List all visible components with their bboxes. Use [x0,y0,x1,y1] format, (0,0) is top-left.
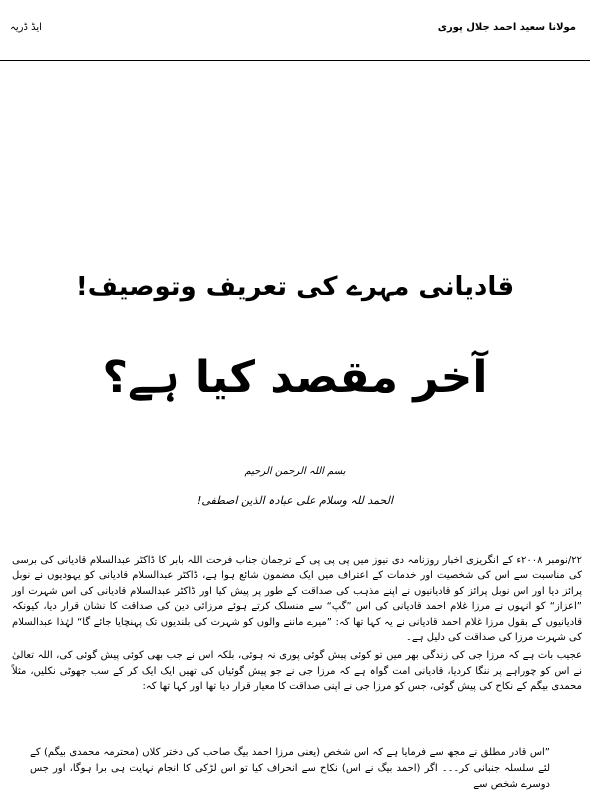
body-paragraph-1: ۲۲/نومبر ۲۰۰۸ء کے انگریزی اخبار روزنامہ دی نیوز میں پی پی پی کے ترجمان جناب فرحت اللہ بابر کا ڈاکٹر عبدالسلام قادیانی کی برسی کی مناسبت سے اس کی شخصیت اور خدمات کے اعتراف میں ایک مضمون شائع ہوا ہے، ڈاکٹر عبدالسلام قادیانی کو یہودیوں نے نوبل پرائز دیا اور اس نوبل پرائز کو قادیانیوں نے اپنے مذہب کی صداقت کے طور پر پیش کیا اور ڈاکٹر عبدالسلام قادیانی کی اس شہرت اور ”اعزاز“ کو انہوں نے مرزا غلام احمد قادیانی کی اس ”گپ“ سے منسلک کرتے ہوئے مرزائی دین کی صداقت کا نشان قرار دیا، کیونکہ قادیانیوں کے بقول مرزا غلام احمد قادیانی نے یہ کہا تھا کہ: ”میرے ماننے والوں کو شہرت کی بلندیوں تک پہنچایا جائے گا“ لہٰذا عبدالسلام کی شہرت مرزا کی صداقت کی دلیل ہے۔ [12,555,582,644]
article-headline: قادیانی مہرے کی تعریف وتوصیف! [75,272,515,302]
header-divider [0,60,590,61]
header-left-label: ایڈ ڈریہ [10,22,42,33]
article-subheadline: آخر مقصد کیا ہے؟ [102,352,488,403]
bismillah-line: بسم اللہ الرحمن الرحیم [244,466,346,477]
invocation-line: الحمد للہ وسلام علی عبادہ الذین اصطفی! [196,494,394,507]
article-body [12,553,582,695]
body-paragraph-2: عجیب بات ہے کہ مرزا جی کی زندگی بھر میں تو کوئی پیش گوئی پوری نہ ہوئی، بلکہ اس نے جب بھی کوئی پیش گوئی کی، اللہ تعالیٰ نے اس کو چوراہے پر ننگا کردیا، قادیانی امت گواہ ہے کہ مرزا جی نے جو پیش گوئیاں کی تھیں ایک ایک کر کے سب جھوٹی نکلیں، مثلاً محمدی بیگم کے نکاح کی پیش گوئی، جس کو مرزا جی نے اپنی صداقت کا معیار قرار دیا تھا اور کہا تھا کہ: [12,650,582,693]
author-name: مولانا سعید احمد جلال پوری [437,22,576,33]
block-quote: ”اس قادر مطلق نے مجھ سے فرمایا ہے کہ اس شخص (یعنی مرزا احمد بیگ صاحب کی دختر کلاں (محترمہ محمدی بیگم) کے لئے سلسلہ جنبانی کر۔۔۔ اگر (احمد بیگ نے اس) نکاح سے انحراف کیا تو اس لڑکی کا انجام نہایت ہی برا ہوگا، اور جس دوسرے شخص سے [30,747,550,790]
